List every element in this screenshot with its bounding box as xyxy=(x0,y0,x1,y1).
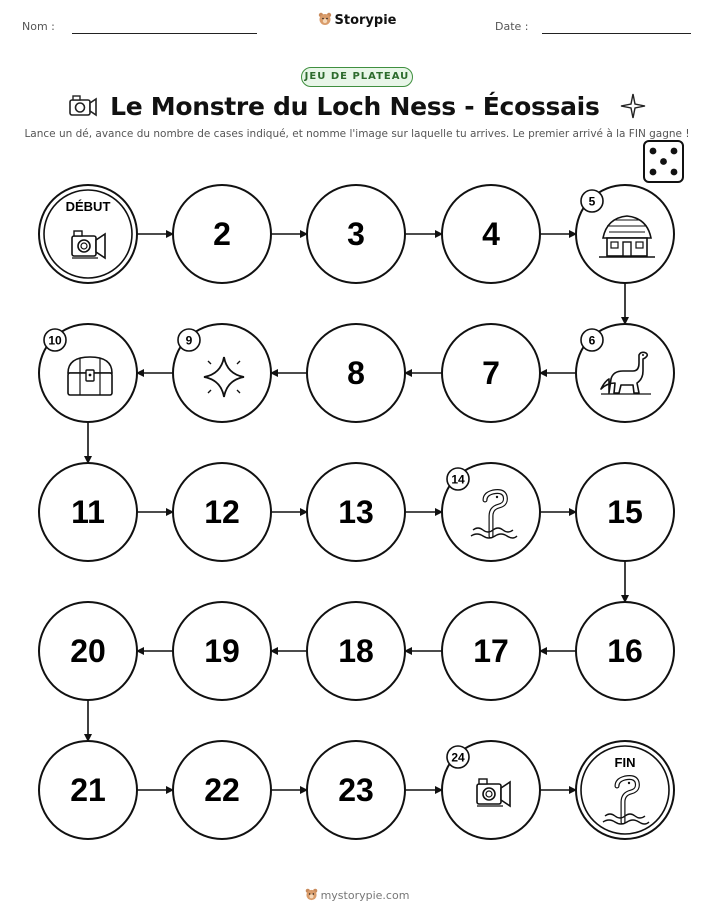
board-cell-12 xyxy=(173,463,271,561)
bear-icon xyxy=(305,888,318,901)
dice-icon xyxy=(644,141,683,182)
sparkle-icon xyxy=(204,357,244,397)
board-cell-20 xyxy=(39,602,137,700)
board-cell-16 xyxy=(576,602,674,700)
board-cell-21 xyxy=(39,741,137,839)
cell-badge-number: 6 xyxy=(588,333,596,348)
cell-number: 7 xyxy=(482,355,500,391)
cell-number: 22 xyxy=(204,772,240,808)
start-label: DÉBUT xyxy=(65,199,111,214)
cell-number: 12 xyxy=(204,494,240,530)
cell-number: 4 xyxy=(482,216,500,252)
board-cell-19 xyxy=(173,602,271,700)
board-cell-15 xyxy=(576,463,674,561)
footer xyxy=(0,888,714,902)
board-cell-3 xyxy=(307,185,405,283)
board-cell-23 xyxy=(307,741,405,839)
cell-number: 19 xyxy=(204,633,240,669)
board-cell-7 xyxy=(442,324,540,422)
cell-number: 17 xyxy=(473,633,509,669)
cell-number: 15 xyxy=(607,494,643,530)
board-cell-10 xyxy=(39,324,137,422)
board-cell-2 xyxy=(173,185,271,283)
board-cell-22 xyxy=(173,741,271,839)
board-cell-8 xyxy=(307,324,405,422)
cell-number: 20 xyxy=(70,633,106,669)
cell-number: 18 xyxy=(338,633,374,669)
cell-badge-number: 24 xyxy=(451,750,465,765)
cell-number: 23 xyxy=(338,772,374,808)
treasure-chest-icon xyxy=(68,357,112,395)
cell-number: 8 xyxy=(347,355,365,391)
board-cell-5 xyxy=(576,185,674,283)
board-cell-13 xyxy=(307,463,405,561)
title-text: Le Monstre du Loch Ness - Écossais xyxy=(110,92,600,121)
category-badge: JEU DE PLATEAU xyxy=(301,67,413,87)
cell-number: 3 xyxy=(347,216,365,252)
cell-number: 16 xyxy=(607,633,643,669)
instructions: Lance un dé, avance du nombre de cases indiqué, et nomme l'image sur laquelle tu arrives. Le premier arrivé à la FIN gagne ! xyxy=(24,128,690,140)
board-cell-9 xyxy=(173,324,271,422)
board-cell-1 xyxy=(39,185,137,283)
cell-badge-number: 10 xyxy=(48,333,62,348)
name-label: Nom : xyxy=(22,20,55,33)
footer-url: mystorypie.com xyxy=(320,889,410,902)
board-cell-6 xyxy=(576,324,674,422)
end-label: FIN xyxy=(614,755,636,770)
board-cell-25 xyxy=(576,741,674,839)
board-cell-11 xyxy=(39,463,137,561)
cell-number: 21 xyxy=(70,772,106,808)
cell-number: 13 xyxy=(338,494,374,530)
brand-name: Storypie xyxy=(334,13,397,28)
cell-badge-number: 14 xyxy=(451,472,465,487)
board-cell-18 xyxy=(307,602,405,700)
cell-badge-number: 5 xyxy=(588,194,596,209)
cell-number: 2 xyxy=(213,216,231,252)
date-label: Date : xyxy=(495,20,529,33)
board-cell-17 xyxy=(442,602,540,700)
cell-badge-number: 9 xyxy=(185,333,193,348)
board-cell-4 xyxy=(442,185,540,283)
board-cell-14 xyxy=(442,463,540,561)
cell-number: 11 xyxy=(71,494,105,530)
board-cell-24 xyxy=(442,741,540,839)
